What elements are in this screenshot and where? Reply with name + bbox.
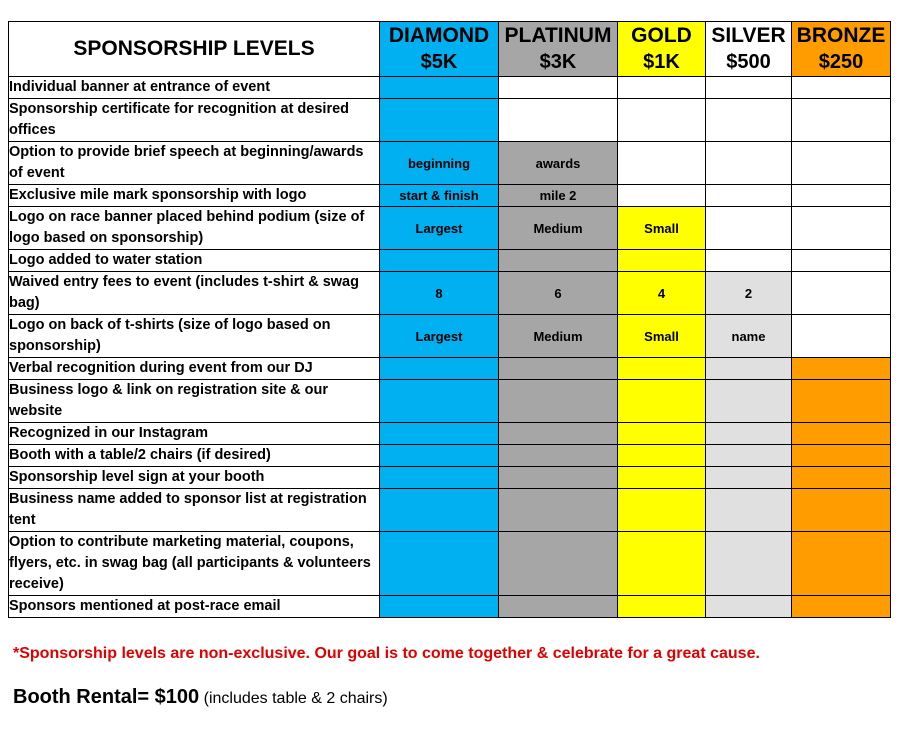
level-name: PLATINUM <box>504 24 612 47</box>
level-cell-diamond <box>380 77 499 99</box>
level-cell-gold: Small <box>618 315 706 358</box>
level-cell-gold: Small <box>618 207 706 250</box>
level-cell-silver <box>706 250 792 272</box>
level-cell-silver <box>706 596 792 618</box>
table-row <box>9 142 891 185</box>
level-cell-diamond: Largest <box>380 207 499 250</box>
level-cell-bronze <box>792 185 891 207</box>
level-price: $3K <box>539 51 577 73</box>
level-cell-platinum <box>499 532 618 596</box>
table-row <box>9 99 891 142</box>
level-cell-diamond <box>380 358 499 380</box>
level-cell-gold <box>618 445 706 467</box>
level-cell-gold <box>618 358 706 380</box>
level-cell-platinum <box>499 423 618 445</box>
table-row <box>9 358 891 380</box>
level-cell-bronze <box>792 272 891 315</box>
level-cell-bronze <box>792 532 891 596</box>
feature-label: Logo added to water station <box>9 250 380 272</box>
level-name: GOLD <box>631 24 692 47</box>
level-cell-diamond: beginning <box>380 142 499 185</box>
level-cell-platinum: 6 <box>499 272 618 315</box>
feature-label: Individual banner at entrance of event <box>9 77 380 99</box>
table-row <box>9 380 891 423</box>
level-cell-gold: 4 <box>618 272 706 315</box>
level-cell-platinum: Medium <box>499 315 618 358</box>
table-row <box>9 423 891 445</box>
feature-label: Sponsorship level sign at your booth <box>9 467 380 489</box>
header-row <box>9 22 891 77</box>
level-cell-bronze <box>792 207 891 250</box>
level-cell-gold <box>618 489 706 532</box>
level-cell-silver <box>706 99 792 142</box>
feature-label: Booth with a table/2 chairs (if desired) <box>9 445 380 467</box>
level-cell-silver <box>706 423 792 445</box>
level-cell-platinum: mile 2 <box>499 185 618 207</box>
level-cell-silver <box>706 445 792 467</box>
level-header-diamond <box>380 22 499 77</box>
level-cell-bronze <box>792 99 891 142</box>
level-cell-diamond <box>380 423 499 445</box>
level-cell-silver <box>706 358 792 380</box>
level-cell-diamond: 8 <box>380 272 499 315</box>
level-cell-bronze <box>792 315 891 358</box>
level-cell-diamond <box>380 250 499 272</box>
level-cell-silver <box>706 532 792 596</box>
level-cell-platinum <box>499 596 618 618</box>
level-header-silver <box>706 22 792 77</box>
level-price: $5K <box>420 51 458 73</box>
level-cell-gold <box>618 532 706 596</box>
level-cell-diamond <box>380 380 499 423</box>
feature-label: Business name added to sponsor list at registration tent <box>9 489 380 532</box>
level-cell-platinum <box>499 99 618 142</box>
level-cell-gold <box>618 142 706 185</box>
feature-label: Sponsors mentioned at post-race email <box>9 596 380 618</box>
table-row <box>9 250 891 272</box>
level-cell-bronze <box>792 445 891 467</box>
level-cell-diamond <box>380 99 499 142</box>
level-header-platinum <box>499 22 618 77</box>
level-header-bronze <box>792 22 891 77</box>
level-cell-silver <box>706 467 792 489</box>
level-cell-bronze <box>792 467 891 489</box>
level-cell-diamond: Largest <box>380 315 499 358</box>
table-row <box>9 315 891 358</box>
level-cell-gold <box>618 596 706 618</box>
table-row <box>9 77 891 99</box>
level-cell-silver <box>706 489 792 532</box>
level-cell-gold <box>618 380 706 423</box>
footnote: *Sponsorship levels are non-exclusive. Our goal is to come together & celebrate for a great cause. <box>13 645 760 662</box>
level-cell-silver <box>706 142 792 185</box>
feature-label: Waived entry fees to event (includes t-shirt & swag bag) <box>9 272 380 315</box>
level-cell-bronze <box>792 77 891 99</box>
feature-label: Logo on race banner placed behind podium (size of logo based on sponsorship) <box>9 207 380 250</box>
level-name: DIAMOND <box>388 24 490 47</box>
level-cell-bronze <box>792 489 891 532</box>
level-cell-platinum <box>499 467 618 489</box>
table-row <box>9 489 891 532</box>
booth-rental <box>13 686 388 709</box>
level-cell-bronze <box>792 596 891 618</box>
level-price: $250 <box>818 51 864 73</box>
level-cell-platinum <box>499 250 618 272</box>
level-cell-bronze <box>792 142 891 185</box>
feature-label: Logo on back of t-shirts (size of logo based on sponsorship) <box>9 315 380 358</box>
level-cell-diamond: start & finish <box>380 185 499 207</box>
level-header-gold <box>618 22 706 77</box>
level-cell-diamond <box>380 532 499 596</box>
level-cell-silver: name <box>706 315 792 358</box>
table-row <box>9 185 891 207</box>
level-cell-gold <box>618 250 706 272</box>
level-cell-platinum <box>499 489 618 532</box>
level-cell-platinum <box>499 380 618 423</box>
booth-rental-label: Booth Rental= $100 <box>13 686 200 708</box>
feature-label: Recognized in our Instagram <box>9 423 380 445</box>
booth-rental-detail: (includes table & 2 chairs) <box>203 690 388 707</box>
level-cell-bronze <box>792 423 891 445</box>
table-title: SPONSORSHIP LEVELS <box>9 22 380 77</box>
level-cell-silver <box>706 380 792 423</box>
table-row <box>9 532 891 596</box>
level-cell-bronze <box>792 250 891 272</box>
table-row <box>9 272 891 315</box>
level-cell-platinum <box>499 358 618 380</box>
level-cell-platinum: Medium <box>499 207 618 250</box>
level-price: $500 <box>726 51 771 73</box>
level-cell-diamond <box>380 467 499 489</box>
level-price: $1K <box>643 51 680 73</box>
sponsorship-table <box>8 21 891 618</box>
level-cell-silver <box>706 77 792 99</box>
level-cell-platinum <box>499 445 618 467</box>
level-cell-gold <box>618 467 706 489</box>
table-body <box>9 77 891 618</box>
level-cell-gold <box>618 185 706 207</box>
feature-label: Option to provide brief speech at beginning/awards of event <box>9 142 380 185</box>
level-cell-gold <box>618 77 706 99</box>
level-name: BRONZE <box>796 24 886 47</box>
feature-label: Exclusive mile mark sponsorship with logo <box>9 185 380 207</box>
level-cell-gold <box>618 99 706 142</box>
level-cell-diamond <box>380 489 499 532</box>
level-cell-diamond <box>380 445 499 467</box>
level-cell-silver <box>706 207 792 250</box>
level-cell-platinum: awards <box>499 142 618 185</box>
feature-label: Sponsorship certificate for recognition at desired offices <box>9 99 380 142</box>
level-cell-gold <box>618 423 706 445</box>
level-name: SILVER <box>711 24 786 47</box>
level-cell-silver: 2 <box>706 272 792 315</box>
level-cell-diamond <box>380 596 499 618</box>
level-cell-bronze <box>792 380 891 423</box>
table-row <box>9 445 891 467</box>
feature-label: Business logo & link on registration site & our website <box>9 380 380 423</box>
level-cell-silver <box>706 185 792 207</box>
feature-label: Verbal recognition during event from our DJ <box>9 358 380 380</box>
level-cell-bronze <box>792 358 891 380</box>
feature-label: Option to contribute marketing material, coupons, flyers, etc. in swag bag (all participants & volunteers receive) <box>9 532 380 596</box>
table-row <box>9 207 891 250</box>
table-row <box>9 467 891 489</box>
table-row <box>9 596 891 618</box>
level-cell-platinum <box>499 77 618 99</box>
